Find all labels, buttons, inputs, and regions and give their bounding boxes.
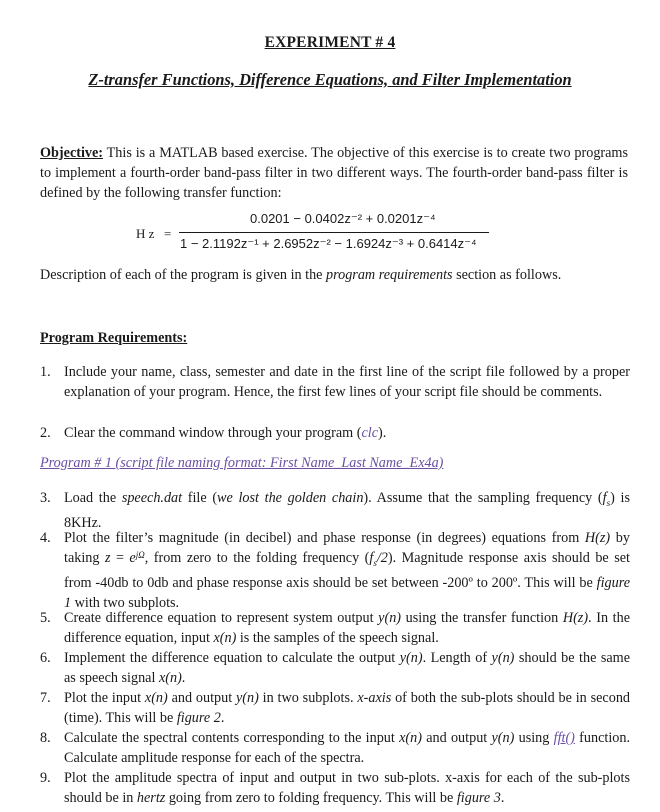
transfer-function-denominator: 1 − 2.1192z⁻¹ + 2.6952z⁻² − 1.6924z⁻³ + 0.6414z⁻⁴ (180, 236, 477, 251)
item-number: 7. (40, 690, 51, 706)
item-number: 6. (40, 650, 51, 666)
list-item (40, 488, 630, 533)
program-1-link[interactable]: Program # 1 (script file naming format: First Name_Last Name_Ex4a) (40, 455, 444, 471)
item-text: Plot the filter’s magnitude (in decibel) and phase response (in degrees) equations from H(z) by taking $z = e^{j\Omega}$, from zero to the folding frequency $(f_s/2)$. Magnitude response axis should be set from -40db to 0db and phase response axis should be set between -200º to 200º. This will be figure 1 with two subplots. (64, 530, 630, 611)
description-emphasis: program requirements (326, 267, 453, 283)
item-text: Plot the amplitude spectra of input and output in two sub-plots. x-axis for each of the sub-plots should be in hertz going from zero to folding frequency. This will be figure 3. (64, 770, 630, 806)
item-text: Plot the input x(n) and output y(n) in two subplots. x-axis of both the sub-plots should be in second (time). This will be figure 2. (64, 690, 631, 726)
fraction-bar (179, 232, 489, 233)
list-item (40, 768, 630, 808)
item-text: Create difference equation to represent system output y(n) using the transfer function H(z). In the difference equation, input x(n) is the samples of the speech signal. (64, 610, 630, 646)
item-number: 8. (40, 730, 51, 746)
item-text: Load the speech.dat file (we lost the golden chain). Assume that the sampling frequency $(f_s)$ is 8KHz. (64, 490, 630, 531)
item-number: 2. (40, 425, 51, 441)
description-paragraph (40, 265, 628, 285)
list-item (40, 648, 630, 688)
list-item (40, 528, 630, 613)
list-item (40, 362, 630, 402)
item-number: 5. (40, 610, 51, 626)
objective-paragraph (40, 143, 628, 203)
item-text: Implement the difference equation to calculate the output y(n). Length of y(n) should be the same as speech signal x(n). (64, 650, 630, 686)
item-text: Calculate the spectral contents corresponding to the input x(n) and output y(n) using fft() function. Calculate amplitude response for each of the spectra. (64, 730, 630, 766)
item-text: Clear the command window through your program (clc). (64, 425, 387, 441)
item-text: Include your name, class, semester and date in the first line of the script file followed by a proper explanation of your program. Hence, the first few lines of your script file should be comments. (64, 364, 630, 400)
transfer-function-lhs: H z (136, 226, 155, 241)
list-item (40, 423, 630, 443)
item-number: 9. (40, 770, 51, 786)
list-item (40, 608, 630, 648)
transfer-function-numerator: 0.0201 − 0.0402z⁻² + 0.0201z⁻⁴ (250, 211, 436, 226)
requirements-heading: Program Requirements: (40, 330, 188, 346)
list-item (40, 688, 630, 728)
item-number: 4. (40, 530, 51, 546)
description-after: section as follows. (452, 267, 562, 283)
objective-text: This is a MATLAB based exercise. The objective of this exercise is to create two programs to implement a fourth-order band-pass filter in two different ways. The fourth-order band-pass filter is defined by the following transfer function: (40, 145, 628, 201)
transfer-function-equals: = (164, 226, 172, 241)
item-number: 1. (40, 364, 51, 380)
item-number: 3. (40, 490, 51, 506)
experiment-title: EXPERIMENT # 4 (264, 34, 396, 51)
list-item (40, 728, 630, 768)
objective-label: Objective: (40, 145, 104, 161)
description-before: Description of each of the program is given in the (40, 267, 327, 283)
experiment-subtitle: Z-transfer Functions, Difference Equations, and Filter Implementation (88, 70, 572, 89)
